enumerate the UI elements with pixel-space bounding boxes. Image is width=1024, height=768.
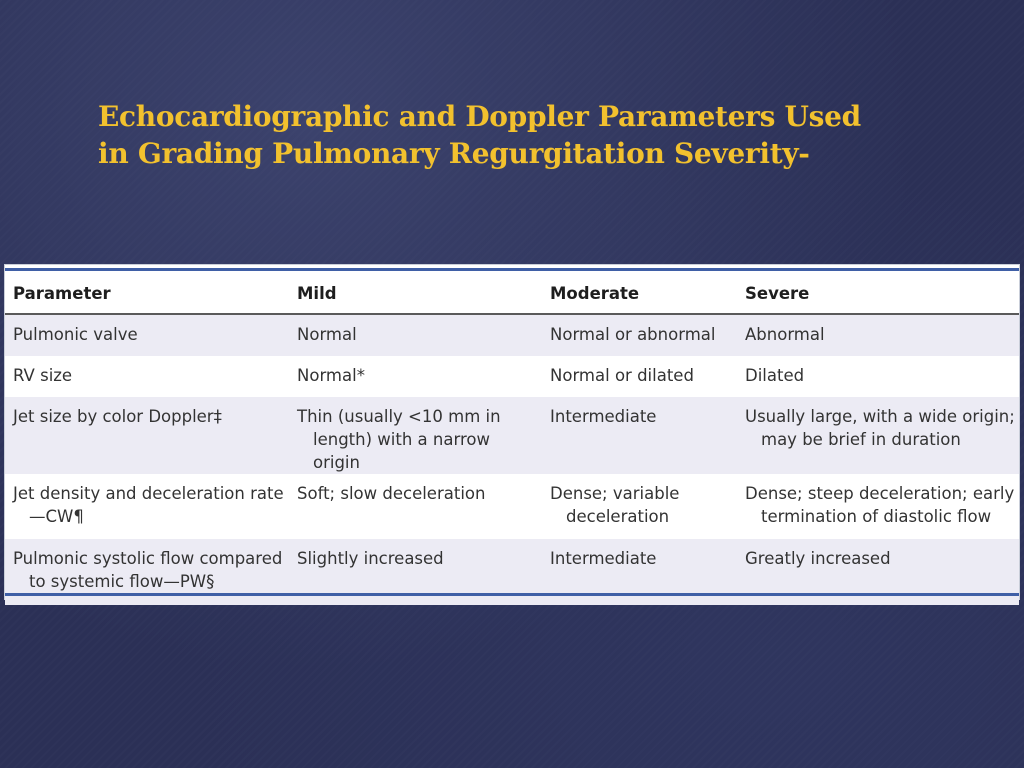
cell-text: RV size xyxy=(13,366,73,385)
cell-mild xyxy=(289,314,542,356)
cell-moderate xyxy=(542,474,737,539)
cell-parameter xyxy=(5,397,289,474)
cell-text: Normal* xyxy=(297,366,365,385)
table-top-rule xyxy=(5,268,1019,271)
header-parameter: Parameter xyxy=(5,273,289,314)
cell-text: Intermediate xyxy=(550,549,657,568)
cell-severe xyxy=(737,474,1019,539)
cell-parameter xyxy=(5,356,289,397)
cell-text: Abnormal xyxy=(745,325,825,344)
cell-mild xyxy=(289,474,542,539)
cell-severe xyxy=(737,356,1019,397)
cell-parameter xyxy=(5,474,289,539)
cell-text: Dense; variable deceleration xyxy=(550,484,680,526)
table-row xyxy=(5,356,1019,397)
table-row xyxy=(5,314,1019,356)
cell-text: Jet size by color Doppler‡ xyxy=(13,407,222,426)
table-row xyxy=(5,397,1019,474)
cell-moderate xyxy=(542,356,737,397)
table-bottom-rule xyxy=(5,593,1019,596)
cell-text: Dilated xyxy=(745,366,805,385)
grading-table-panel xyxy=(4,264,1020,600)
cell-mild xyxy=(289,356,542,397)
cell-parameter xyxy=(5,314,289,356)
cell-text: Normal or abnormal xyxy=(550,325,716,344)
header-moderate: Moderate xyxy=(542,273,737,314)
cell-text: Jet density and deceleration rate—CW¶ xyxy=(13,484,284,526)
slide-title-line-2: in Grading Pulmonary Regurgitation Severity- xyxy=(98,137,810,170)
cell-moderate xyxy=(542,397,737,474)
cell-text: Slightly increased xyxy=(297,549,444,568)
cell-severe xyxy=(737,397,1019,474)
header-mild: Mild xyxy=(289,273,542,314)
cell-text: Thin (usually <10 mm in length) with a narrow origin xyxy=(297,407,501,472)
cell-text: Intermediate xyxy=(550,407,657,426)
cell-text: Normal xyxy=(297,325,357,344)
cell-text: Pulmonic systolic flow compared to systemic flow—PW§ xyxy=(13,549,283,591)
cell-text: Soft; slow deceleration xyxy=(297,484,486,503)
cell-mild xyxy=(289,397,542,474)
cell-text: Greatly increased xyxy=(745,549,891,568)
slide-title xyxy=(98,98,958,172)
cell-text: Pulmonic valve xyxy=(13,325,138,344)
table-header-row xyxy=(5,273,1019,314)
cell-text: Dense; steep deceleration; early termination of diastolic flow xyxy=(745,484,1015,526)
cell-text: Usually large, with a wide origin; may be brief in duration xyxy=(745,407,1015,449)
header-severe: Severe xyxy=(737,273,1019,314)
table-row xyxy=(5,474,1019,539)
grading-table xyxy=(5,273,1019,605)
cell-severe xyxy=(737,314,1019,356)
slide-title-line-1: Echocardiographic and Doppler Parameters Used xyxy=(98,100,861,133)
cell-moderate xyxy=(542,314,737,356)
cell-text: Normal or dilated xyxy=(550,366,694,385)
